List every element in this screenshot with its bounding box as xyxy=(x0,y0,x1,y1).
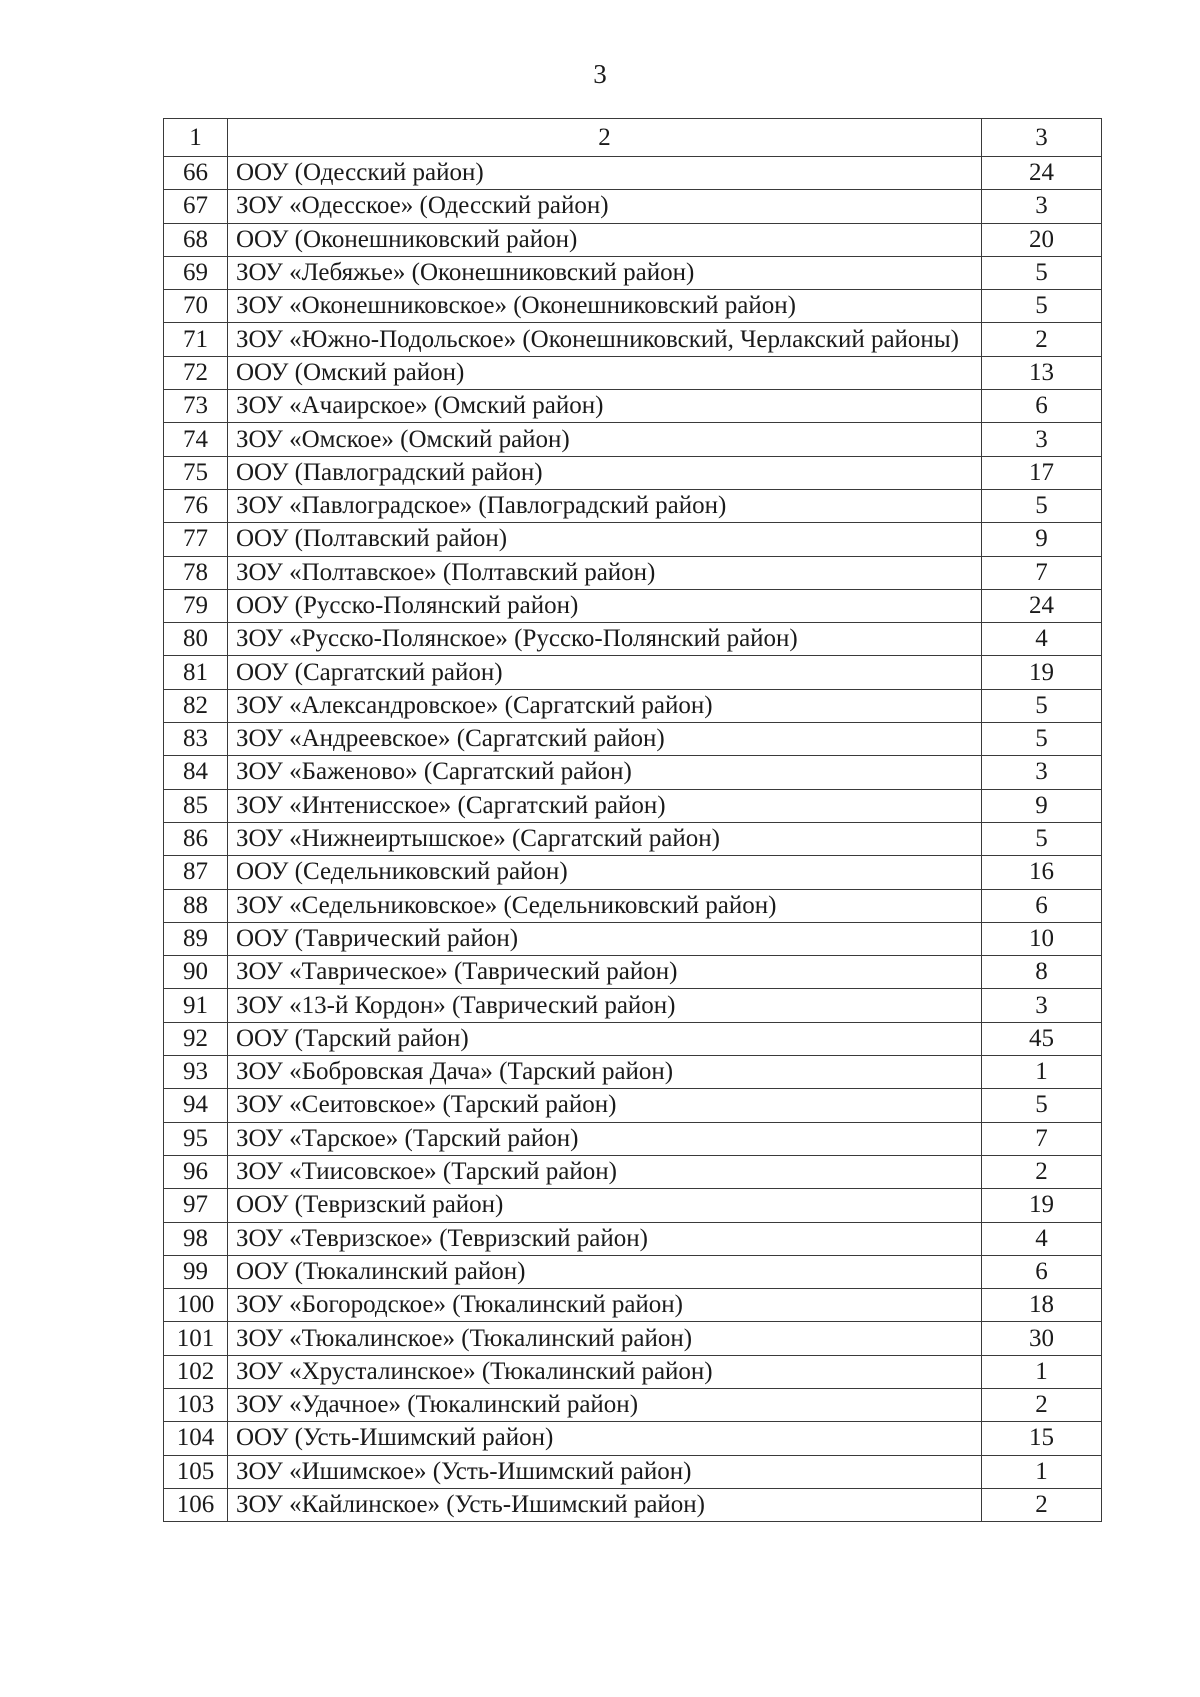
row-number: 99 xyxy=(164,1255,228,1288)
table-row xyxy=(164,1488,1102,1521)
row-value: 8 xyxy=(982,956,1102,989)
row-number: 87 xyxy=(164,856,228,889)
row-value: 6 xyxy=(982,1255,1102,1288)
table-row xyxy=(164,1322,1102,1355)
row-value: 3 xyxy=(982,989,1102,1022)
row-value: 19 xyxy=(982,656,1102,689)
row-value: 7 xyxy=(982,556,1102,589)
row-name: ЗОУ «Александровское» (Саргатский район) xyxy=(228,689,982,722)
table-row xyxy=(164,356,1102,389)
row-name: ООУ (Оконешниковский район) xyxy=(228,223,982,256)
row-value: 18 xyxy=(982,1289,1102,1322)
row-name: ЗОУ «Лебяжье» (Оконешниковский район) xyxy=(228,256,982,289)
table-row xyxy=(164,1189,1102,1222)
row-value: 24 xyxy=(982,589,1102,622)
table-row xyxy=(164,889,1102,922)
row-name: ЗОУ «Таврическое» (Таврический район) xyxy=(228,956,982,989)
table-row xyxy=(164,756,1102,789)
row-value: 5 xyxy=(982,290,1102,323)
row-name: ЗОУ «Полтавское» (Полтавский район) xyxy=(228,556,982,589)
row-number: 86 xyxy=(164,822,228,855)
row-number: 93 xyxy=(164,1056,228,1089)
row-number: 106 xyxy=(164,1488,228,1521)
row-name: ЗОУ «Тиисовское» (Тарский район) xyxy=(228,1155,982,1188)
table-row xyxy=(164,223,1102,256)
table-row xyxy=(164,623,1102,656)
table-header-row xyxy=(164,119,1102,157)
row-name: ЗОУ «Богородское» (Тюкалинский район) xyxy=(228,1289,982,1322)
row-name: ООУ (Тевризский район) xyxy=(228,1189,982,1222)
row-value: 2 xyxy=(982,1388,1102,1421)
row-value: 24 xyxy=(982,157,1102,190)
row-name: ООУ (Русско-Полянский район) xyxy=(228,589,982,622)
table-row xyxy=(164,523,1102,556)
row-number: 102 xyxy=(164,1355,228,1388)
row-name: ЗОУ «13-й Кордон» (Таврический район) xyxy=(228,989,982,1022)
table-row xyxy=(164,1222,1102,1255)
row-number: 91 xyxy=(164,989,228,1022)
table-row xyxy=(164,456,1102,489)
row-value: 1 xyxy=(982,1056,1102,1089)
row-name: ЗОУ «Тевризское» (Тевризский район) xyxy=(228,1222,982,1255)
table-row xyxy=(164,922,1102,955)
table-row xyxy=(164,556,1102,589)
row-name: ЗОУ «Кайлинское» (Усть-Ишимский район) xyxy=(228,1488,982,1521)
row-value: 9 xyxy=(982,789,1102,822)
table-row xyxy=(164,822,1102,855)
row-value: 6 xyxy=(982,889,1102,922)
row-name: ЗОУ «Тарское» (Тарский район) xyxy=(228,1122,982,1155)
row-number: 94 xyxy=(164,1089,228,1122)
row-number: 95 xyxy=(164,1122,228,1155)
row-value: 5 xyxy=(982,689,1102,722)
row-value: 7 xyxy=(982,1122,1102,1155)
row-name: ЗОУ «Андреевское» (Саргатский район) xyxy=(228,723,982,756)
row-number: 89 xyxy=(164,922,228,955)
row-name: ООУ (Таврический район) xyxy=(228,922,982,955)
table-row xyxy=(164,323,1102,356)
row-number: 77 xyxy=(164,523,228,556)
table-row xyxy=(164,689,1102,722)
column-header-value: 3 xyxy=(982,119,1102,157)
row-number: 98 xyxy=(164,1222,228,1255)
row-name: ЗОУ «Ишимское» (Усть-Ишимский район) xyxy=(228,1455,982,1488)
table-row xyxy=(164,1355,1102,1388)
row-number: 90 xyxy=(164,956,228,989)
table-row xyxy=(164,1388,1102,1421)
row-value: 6 xyxy=(982,390,1102,423)
row-number: 103 xyxy=(164,1388,228,1421)
row-name: ЗОУ «Хрусталинское» (Тюкалинский район) xyxy=(228,1355,982,1388)
row-value: 20 xyxy=(982,223,1102,256)
row-number: 74 xyxy=(164,423,228,456)
row-number: 97 xyxy=(164,1189,228,1222)
row-name: ООУ (Тюкалинский район) xyxy=(228,1255,982,1288)
table-row xyxy=(164,423,1102,456)
row-number: 76 xyxy=(164,489,228,522)
table-row xyxy=(164,656,1102,689)
row-value: 3 xyxy=(982,756,1102,789)
row-name: ЗОУ «Русско-Полянское» (Русско-Полянский район) xyxy=(228,623,982,656)
table-row xyxy=(164,1422,1102,1455)
table-row xyxy=(164,1056,1102,1089)
row-value: 5 xyxy=(982,723,1102,756)
table-body xyxy=(164,157,1102,1522)
row-number: 105 xyxy=(164,1455,228,1488)
table-row xyxy=(164,789,1102,822)
row-name: ЗОУ «Ачаирское» (Омский район) xyxy=(228,390,982,423)
row-value: 4 xyxy=(982,1222,1102,1255)
row-value: 10 xyxy=(982,922,1102,955)
table-row xyxy=(164,956,1102,989)
row-name: ООУ (Усть-Ишимский район) xyxy=(228,1422,982,1455)
row-name: ЗОУ «Павлоградское» (Павлоградский район) xyxy=(228,489,982,522)
table-row xyxy=(164,1122,1102,1155)
row-number: 70 xyxy=(164,290,228,323)
table-row xyxy=(164,157,1102,190)
row-number: 83 xyxy=(164,723,228,756)
row-number: 80 xyxy=(164,623,228,656)
table-row xyxy=(164,1255,1102,1288)
row-value: 17 xyxy=(982,456,1102,489)
row-name: ООУ (Одесский район) xyxy=(228,157,982,190)
table-row xyxy=(164,856,1102,889)
row-number: 96 xyxy=(164,1155,228,1188)
row-value: 3 xyxy=(982,423,1102,456)
row-value: 5 xyxy=(982,1089,1102,1122)
row-number: 101 xyxy=(164,1322,228,1355)
row-number: 69 xyxy=(164,256,228,289)
row-value: 9 xyxy=(982,523,1102,556)
row-name: ЗОУ «Тюкалинское» (Тюкалинский район) xyxy=(228,1322,982,1355)
row-value: 5 xyxy=(982,489,1102,522)
table-row xyxy=(164,989,1102,1022)
row-name: ООУ (Тарский район) xyxy=(228,1022,982,1055)
row-name: ЗОУ «Нижнеиртышское» (Саргатский район) xyxy=(228,822,982,855)
row-name: ЗОУ «Баженово» (Саргатский район) xyxy=(228,756,982,789)
row-name: ЗОУ «Бобровская Дача» (Тарский район) xyxy=(228,1056,982,1089)
row-name: ЗОУ «Оконешниковское» (Оконешниковский район) xyxy=(228,290,982,323)
row-value: 19 xyxy=(982,1189,1102,1222)
row-value: 2 xyxy=(982,1488,1102,1521)
row-name: ООУ (Полтавский район) xyxy=(228,523,982,556)
row-number: 78 xyxy=(164,556,228,589)
row-number: 92 xyxy=(164,1022,228,1055)
table-row xyxy=(164,1022,1102,1055)
row-value: 4 xyxy=(982,623,1102,656)
row-name: ЗОУ «Южно-Подольское» (Оконешниковский, Черлакский районы) xyxy=(228,323,982,356)
row-value: 1 xyxy=(982,1355,1102,1388)
row-name: ООУ (Павлоградский район) xyxy=(228,456,982,489)
row-name: ЗОУ «Удачное» (Тюкалинский район) xyxy=(228,1388,982,1421)
table-row xyxy=(164,589,1102,622)
row-value: 5 xyxy=(982,822,1102,855)
table-row xyxy=(164,1455,1102,1488)
row-number: 85 xyxy=(164,789,228,822)
row-value: 15 xyxy=(982,1422,1102,1455)
row-number: 75 xyxy=(164,456,228,489)
row-number: 88 xyxy=(164,889,228,922)
table-row xyxy=(164,390,1102,423)
table-row xyxy=(164,489,1102,522)
row-number: 67 xyxy=(164,190,228,223)
row-number: 79 xyxy=(164,589,228,622)
row-number: 82 xyxy=(164,689,228,722)
row-name: ООУ (Саргатский район) xyxy=(228,656,982,689)
table-row xyxy=(164,256,1102,289)
row-value: 2 xyxy=(982,1155,1102,1188)
row-number: 72 xyxy=(164,356,228,389)
row-value: 16 xyxy=(982,856,1102,889)
row-number: 100 xyxy=(164,1289,228,1322)
row-value: 2 xyxy=(982,323,1102,356)
column-header-number: 1 xyxy=(164,119,228,157)
page-number: 3 xyxy=(593,59,607,89)
row-value: 3 xyxy=(982,190,1102,223)
row-name: ООУ (Седельниковский район) xyxy=(228,856,982,889)
row-name: ЗОУ «Интенисское» (Саргатский район) xyxy=(228,789,982,822)
table-row xyxy=(164,1289,1102,1322)
row-value: 5 xyxy=(982,256,1102,289)
row-number: 81 xyxy=(164,656,228,689)
row-value: 1 xyxy=(982,1455,1102,1488)
table-row xyxy=(164,1155,1102,1188)
row-value: 13 xyxy=(982,356,1102,389)
table-row xyxy=(164,1089,1102,1122)
table-row xyxy=(164,723,1102,756)
column-header-name: 2 xyxy=(228,119,982,157)
row-number: 104 xyxy=(164,1422,228,1455)
row-number: 68 xyxy=(164,223,228,256)
table-row xyxy=(164,290,1102,323)
row-name: ЗОУ «Одесское» (Одесский район) xyxy=(228,190,982,223)
allocation-table xyxy=(163,118,1102,1522)
row-value: 45 xyxy=(982,1022,1102,1055)
row-number: 71 xyxy=(164,323,228,356)
row-value: 30 xyxy=(982,1322,1102,1355)
row-number: 73 xyxy=(164,390,228,423)
row-name: ЗОУ «Сеитовское» (Тарский район) xyxy=(228,1089,982,1122)
row-name: ЗОУ «Седельниковское» (Седельниковский район) xyxy=(228,889,982,922)
row-name: ООУ (Омский район) xyxy=(228,356,982,389)
row-name: ЗОУ «Омское» (Омский район) xyxy=(228,423,982,456)
table-row xyxy=(164,190,1102,223)
row-number: 66 xyxy=(164,157,228,190)
row-number: 84 xyxy=(164,756,228,789)
